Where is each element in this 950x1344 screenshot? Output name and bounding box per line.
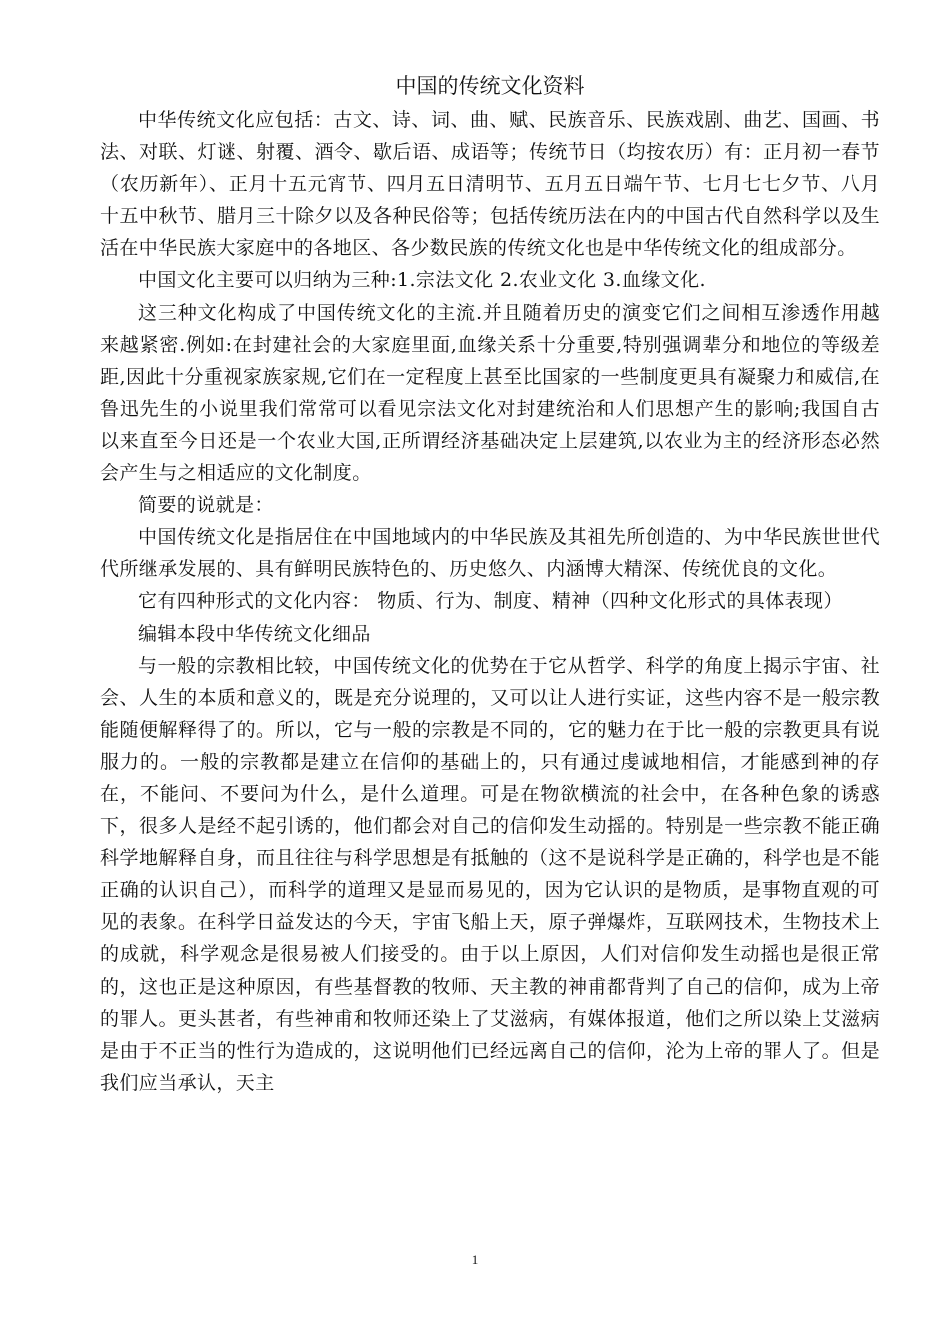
paragraph-brief-intro: 简要的说就是： — [138, 494, 274, 517]
paragraph-religion-comparison: 与一般的宗教相比较，中国传统文化的优势在于它从哲学、科学的角度上揭示宇宙、社会、人生的本质和意义的，既是充分说理的，又可以让人进行实证，这些内容不是一般宗教能随便解释得了的。所以，它与一般的宗教是不同的，它的魅力在于比一般的宗教更具有说服力的。一般的宗教都是建立在信仰的基础上的，只有通过虔诚地相信，才能感到神的存在，不能问、不要问为什么，是什么道理。可是在物欲横流的社会中，在各种色象的诱惑下，很多人是经不起引诱的，他们都会对自己的信仰发生动摇的。特别是一些宗教不能正确科学地解释自身，而且往往与科学思想是有抵触的（这不是说科学是正确的，科学也是不能正确的认识自己），而科学的道理又是显而易见的，因为它认识的是物质，是事物直观的可见的表象。在科学日益发达的今天，宇宙飞船上天，原子弹爆炸，互联网技术，生物技术上的成就，科学观念是很易被人们接受的。由于以上原因，人们对信仰发生动摇也是很正常的，这也正是这种原因，有些基督教的牧师、天主教的神甫都背判了自己的信仰，成为上帝的罪人。更头甚者，有些神甫和牧师还染上了艾滋病，有媒体报道，他们之所以染上艾滋病是由于不正当的性行为造成的，这说明他们已经远离自己的信仰，沦为上帝的罪人了。但是我们应当承认，天主 — [100, 654, 880, 1094]
paragraph-three-cultures: 中国文化主要可以归纳为三种:1.宗法文化 2.农业文化 3.血缘文化. — [138, 269, 706, 292]
page-number: 1 — [471, 1252, 479, 1267]
document-page — [100, 70, 880, 1099]
paragraph-definition: 中国传统文化是指居住在中国地域内的中华民族及其祖先所创造的、为中华民族世世代代所继承发展的、具有鲜明民族特色的、历史悠久、内涵博大精深、传统优良的文化。 — [100, 526, 880, 581]
paragraph-four-forms: 它有四种形式的文化内容： 物质、行为、制度、精神（四种文化形式的具体表现） — [138, 590, 843, 613]
section-heading-edit: 编辑本段中华传统文化细品 — [138, 622, 371, 645]
document-title: 中国的传统文化资料 — [395, 74, 585, 98]
paragraph-cultural-mainstream: 这三种文化构成了中国传统文化的主流.并且随着历史的演变它们之间相互渗透作用越来越紧密.例如:在封建社会的大家庭里面,血缘关系十分重要,特别强调辈分和地位的等级差距,因此十分重视家族家规,它们在一定程度上甚至比国家的一些制度更具有凝聚力和威信,在鲁迅先生的小说里我们常常可以看见宗法文化对封建统治和人们思想产生的影响;我国自古以来直至今日还是一个农业大国,正所谓经济基础决定上层建筑,以农业为主的经济形态必然会产生与之相适应的文化制度。 — [100, 301, 880, 485]
paragraph-contents-overview: 中华传统文化应包括：古文、诗、词、曲、赋、民族音乐、民族戏剧、曲艺、国画、书法、对联、灯谜、射覆、酒令、歇后语、成语等；传统节日（均按农历）有：正月初一春节（农历新年）、正月十五元宵节、四月五日清明节、五月五日端午节、七月七七夕节、八月十五中秋节、腊月三十除夕以及各种民俗等；包括传统历法在内的中国古代自然科学以及生活在中华民族大家庭中的各地区、各少数民族的传统文化也是中华传统文化的组成部分。 — [100, 109, 880, 260]
